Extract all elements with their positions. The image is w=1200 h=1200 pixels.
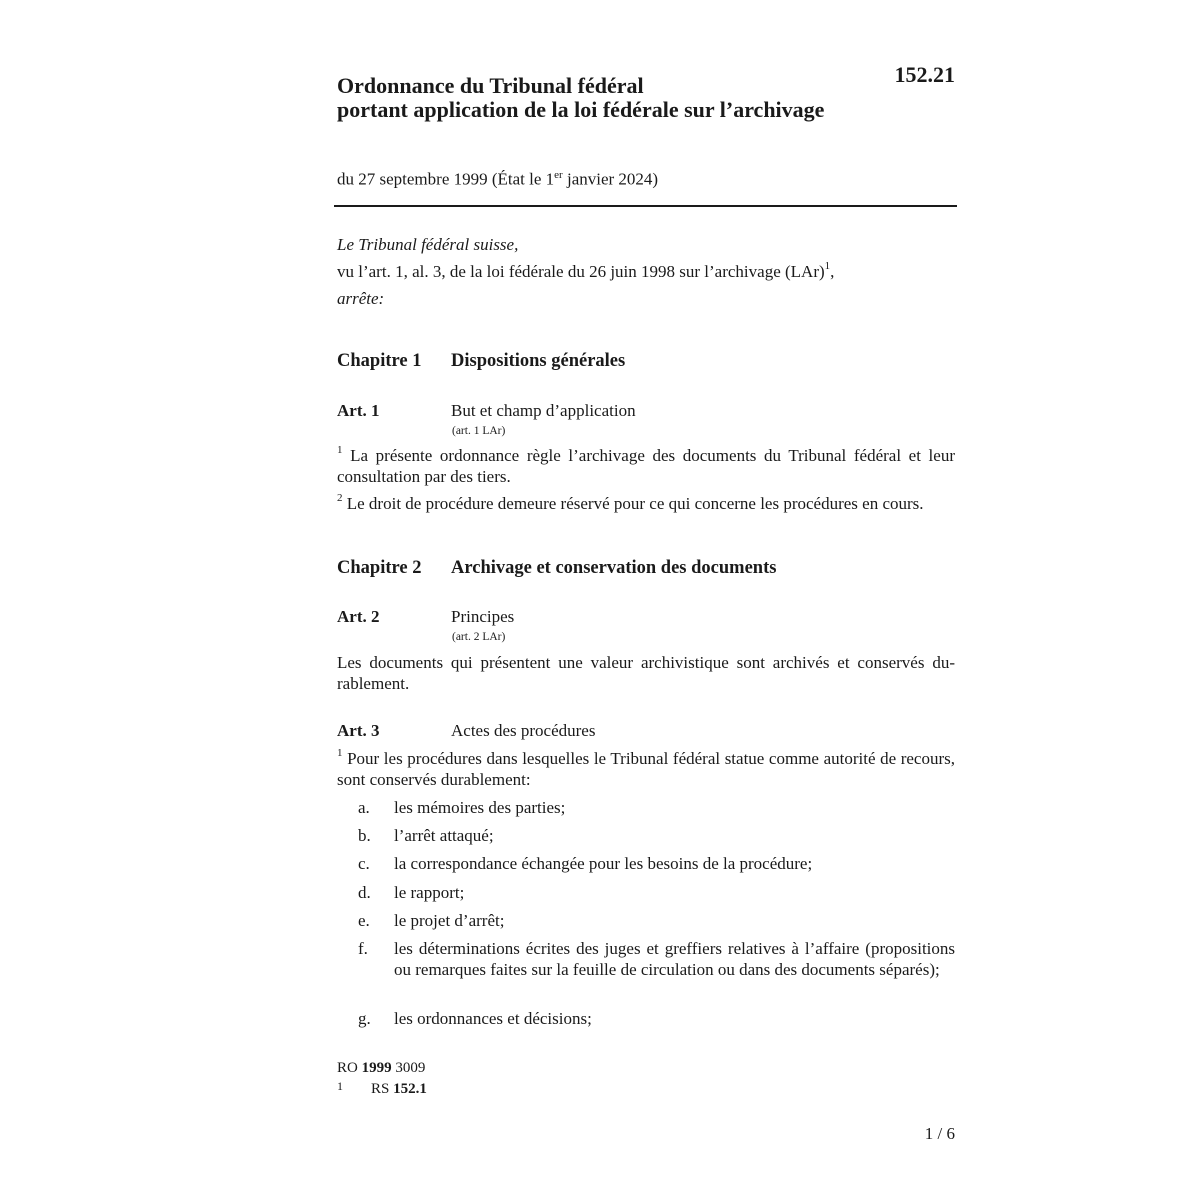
list-item-letter: g. <box>358 1009 371 1028</box>
document-title <box>337 74 897 122</box>
art-3-paragraph-1-text: Pour les procédures dans lesquelles le Tribunal fédéral statue comme autorité de recours, sont conservés durablement: <box>337 749 955 789</box>
ro-page: 3009 <box>391 1060 426 1076</box>
document-page <box>337 0 955 1200</box>
art-2-title: Principes <box>451 607 515 626</box>
title-line-1: Ordonnance du Tribunal fédéral <box>337 73 644 98</box>
list-item-text: les ordonnances et décisions; <box>394 1009 592 1028</box>
preamble-basis-end: , <box>830 262 835 281</box>
footnote-1-mark: 1 <box>337 1079 343 1093</box>
footnote-1-text <box>371 1079 427 1099</box>
footnote-1-ref[interactable]: 152.1 <box>393 1081 427 1097</box>
art-1-paragraph-1 <box>337 445 955 487</box>
chapter-2-number: Chapitre 2 <box>337 558 422 578</box>
footnote-ref-1[interactable]: 1 <box>824 260 831 272</box>
list-item-text: les déterminations écrites des juges et greffiers relatives à l’affaire (propositions ou remarques faites sur la feuille de circulation ou dans des documents séparés); <box>394 939 955 979</box>
chapter-1-number: Chapitre 1 <box>337 351 422 371</box>
header-rule <box>334 205 957 207</box>
art-1-number: Art. 1 <box>337 401 380 420</box>
list-item-text: le projet d’arrêt; <box>394 911 505 930</box>
preamble-decree: arrête: <box>337 289 385 308</box>
list-item-letter: e. <box>358 911 370 930</box>
preamble-basis <box>337 261 955 282</box>
chapter-2-title: Archivage et conservation des documents <box>451 558 777 578</box>
date-suffix: janvier 2024) <box>562 169 659 189</box>
preamble-basis-text: vu l’art. 1, al. 3, de la loi fédérale du 26 juin 1998 sur l’archivage (LAr) <box>337 262 825 281</box>
list-item-letter: a. <box>358 798 370 817</box>
ro-citation <box>337 1058 425 1078</box>
art-2-paragraph: Les documents qui présentent une valeur archivistique sont archivés et conservés durablement. <box>337 653 955 693</box>
list-item-text: les mémoires des parties; <box>394 798 566 817</box>
list-item-text: le rapport; <box>394 883 465 902</box>
list-item-letter: b. <box>358 826 371 845</box>
paragraph-mark: 1 <box>337 444 343 456</box>
page-number: 1 / 6 <box>924 1124 955 1143</box>
art-3-title: Actes des procédures <box>451 721 596 740</box>
ro-year: 1999 <box>361 1060 392 1076</box>
date-prefix: du 27 septembre 1999 (État le 1 <box>337 169 555 189</box>
paragraph-mark: 1 <box>337 747 343 759</box>
chapter-1-title: Dispositions générales <box>451 351 626 371</box>
list-item-text: la correspondance échangée pour les besoins de la procédure; <box>394 854 813 873</box>
art-2-reference: (art. 2 LAr) <box>452 631 506 643</box>
date-sup: er <box>554 169 563 181</box>
art-1-reference: (art. 1 LAr) <box>452 425 506 437</box>
list-item-letter: d. <box>358 883 371 902</box>
art-1-paragraph-2 <box>337 493 955 514</box>
list-item-text: l’arrêt attaqué; <box>394 826 494 845</box>
list-item-letter: f. <box>358 939 368 958</box>
art-3-number: Art. 3 <box>337 721 380 740</box>
preamble-authority: Le Tribunal fédéral suisse, <box>337 235 519 254</box>
art-1-paragraph-1-text: La présente ordonnance règle l’archivage des documents du Tribunal fédéral et leur consultation par des tiers. <box>337 446 955 486</box>
art-1-paragraph-2-text: Le droit de procédure demeure réservé pour ce qui concerne les procédures en cours. <box>342 494 924 513</box>
art-1-title: But et champ d’application <box>451 401 636 420</box>
sr-number: 152.21 <box>894 62 955 87</box>
ro-prefix: RO <box>337 1060 362 1076</box>
art-3-paragraph-1 <box>337 748 955 790</box>
footnote-1-prefix: RS <box>371 1081 394 1097</box>
paragraph-mark: 2 <box>337 492 343 504</box>
list-item-letter: c. <box>358 854 370 873</box>
document-date <box>337 164 658 191</box>
title-line-2: portant application de la loi fédérale sur l’archivage <box>337 97 825 122</box>
art-2-number: Art. 2 <box>337 607 380 626</box>
